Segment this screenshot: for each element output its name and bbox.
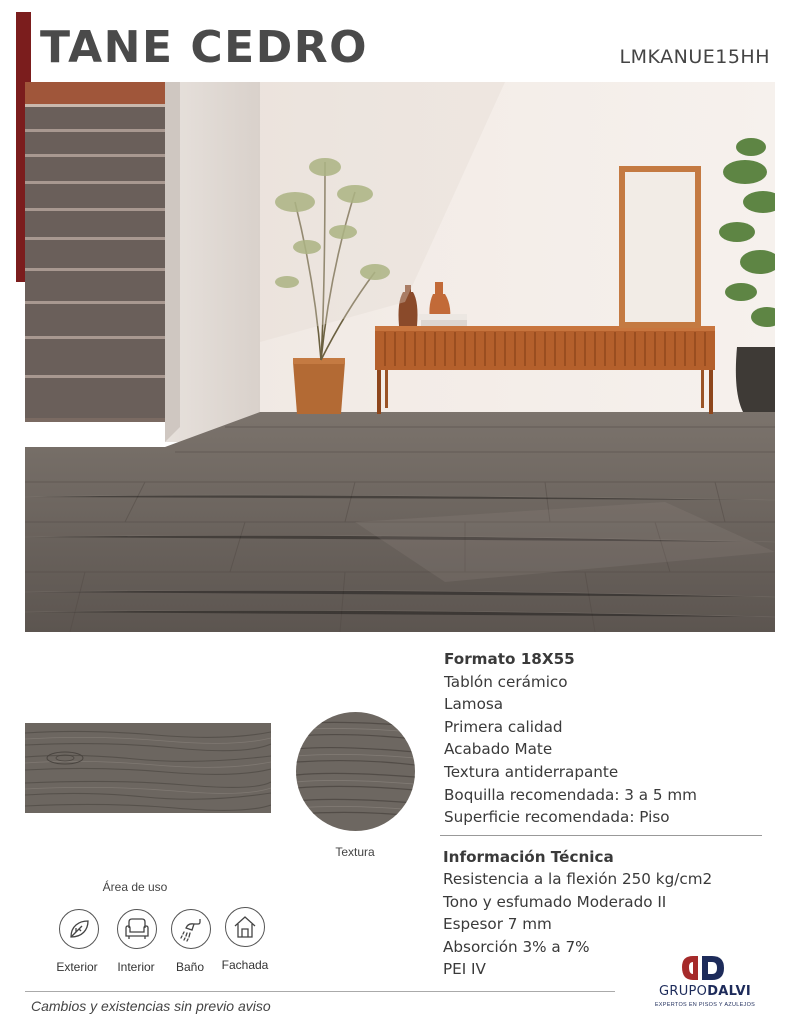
technical-line: Tono y esfumado Moderado II — [443, 892, 667, 911]
logo-tagline: EXPERTOS EN PISOS Y AZULEJOS — [654, 1002, 756, 1008]
house-icon — [225, 907, 265, 947]
logo-mark-icon — [680, 950, 732, 987]
format-specs — [444, 648, 697, 829]
logo-name — [645, 984, 765, 999]
technical-line: PEI IV — [443, 960, 486, 979]
armchair-icon — [117, 909, 157, 949]
format-heading: Formato 18X55 — [444, 650, 575, 668]
grupo-dalvi-logo — [645, 950, 765, 1025]
usage-label-fachada: Fachada — [221, 958, 269, 972]
technical-line: Absorción 3% a 7% — [443, 937, 590, 956]
room-photo — [25, 82, 775, 632]
usage-label-bano: Baño — [175, 960, 205, 974]
spec-line: Boquilla recomendada: 3 a 5 mm — [444, 785, 697, 804]
product-code: LMKANUE15HH — [619, 46, 770, 68]
spec-line: Textura antiderrapante — [444, 762, 619, 781]
spec-line: Tablón cerámico — [444, 672, 568, 691]
product-title: TANE CEDRO — [40, 22, 369, 73]
usage-label-interior: Interior — [117, 960, 155, 974]
spec-line: Acabado Mate — [444, 740, 553, 759]
logo-name-part1: GRUPO — [659, 984, 708, 999]
spec-line: Superficie recomendada: Piso — [444, 808, 670, 827]
logo-name-part2: DALVI — [707, 984, 751, 999]
technical-line: Resistencia a la flexión 250 kg/cm2 — [443, 870, 713, 889]
technical-line: Espesor 7 mm — [443, 915, 552, 934]
leaf-icon — [59, 909, 99, 949]
texture-sample-image — [296, 712, 415, 831]
plank-sample-image — [25, 723, 271, 813]
texture-label: Textura — [335, 845, 375, 859]
footer-divider — [25, 991, 615, 992]
usage-area-label: Área de uso — [102, 880, 168, 894]
technical-heading: Información Técnica — [443, 848, 614, 866]
section-divider — [440, 835, 762, 836]
usage-label-exterior: Exterior — [56, 960, 98, 974]
spec-line: Primera calidad — [444, 717, 563, 736]
spec-line: Lamosa — [444, 695, 504, 714]
shower-icon — [171, 909, 211, 949]
footer-disclaimer: Cambios y existencias sin previo aviso — [31, 998, 271, 1014]
